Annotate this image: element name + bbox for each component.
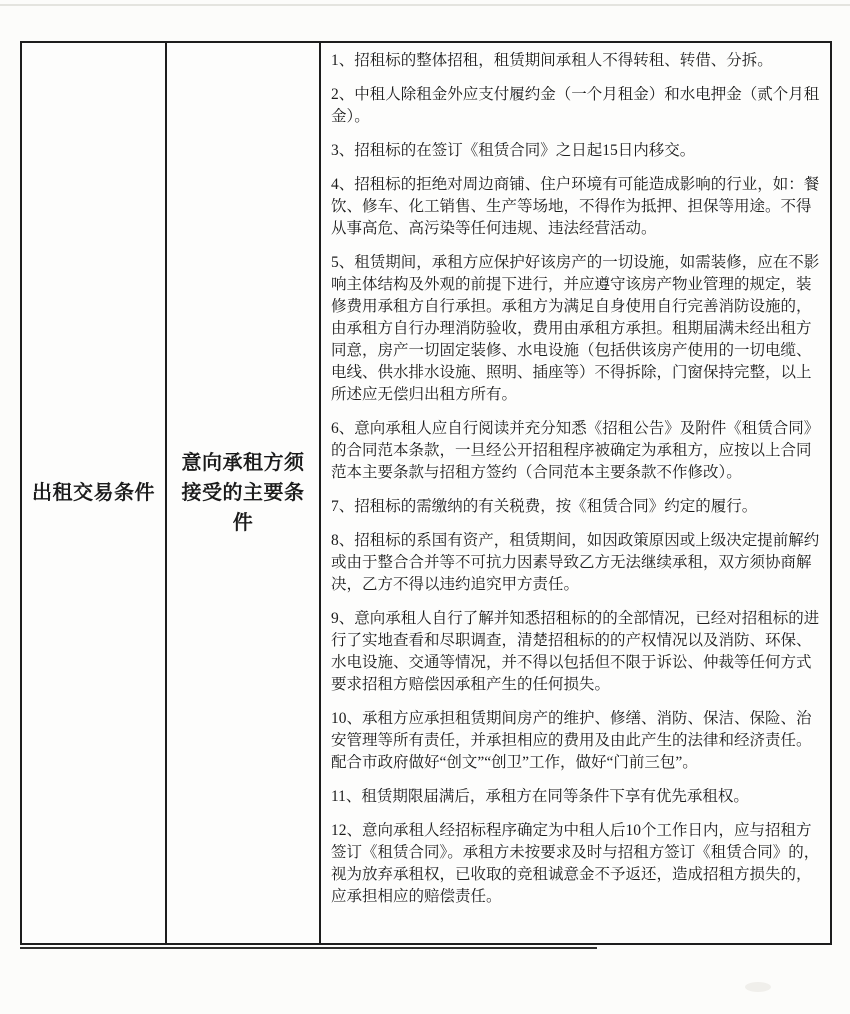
condition-item-2: 2、中租人除租金外应支付履约金（一个月租金）和水电押金（贰个月租金）。: [331, 86, 820, 125]
condition-item-9: 9、意向承租人自行了解并知悉招租标的的全部情况，已经对招租标的进行了实地查看和尽职调查，清楚招租标的的产权情况以及消防、环保、水电设施、交通等情况，并不得以包括但不限于诉讼、仲裁等任何方式要求招租方赔偿因承租产生的任何损失。: [331, 610, 820, 693]
condition-item-4: 4、招租标的拒绝对周边商铺、住户环境有可能造成影响的行业，如：餐饮、修车、化工销售、生产等场地，不得作为抵押、担保等用途。不得从事高危、高污染等任何违规、违法经营活动。: [331, 176, 820, 237]
lease-conditions-table: [20, 41, 832, 945]
condition-item-5: 5、租赁期间，承租方应保护好该房产的一切设施，如需装修，应在不影响主体结构及外观的前提下进行，并应遵守该房产物业管理的规定，装修费用承租方自行承担。承租方为满足自身使用自行完善消防设施的，由承租方自行办理消防验收，费用由承租方承担。租期届满未经出租方同意，房产一切固定装修、水电设施（包括供该房产使用的一切电缆、电线、供水排水设施、照明、插座等）不得拆除，门窗保持完整，以上所述应无偿归出租方所有。: [331, 254, 820, 403]
condition-item-10: 10、承租方应承担租赁期间房产的维护、修缮、消防、保洁、保险、治安管理等所有责任，并承担相应的费用及由此产生的法律和经济责任。配合市政府做好“创文”“创卫”工作，做好“门前三包”。: [331, 710, 812, 771]
condition-item-6: 6、意向承租人应自行阅读并充分知悉《招租公告》及附件《租赁合同》的合同范本条款，一旦经公开招租程序被确定为承租方，应按以上合同范本主要条款与招租方签约（合同范本主要条款不作修改）。: [331, 420, 820, 481]
sub-header-label: 意向承租方须接受的主要条件: [181, 452, 305, 534]
sub-header-cell: [167, 43, 321, 943]
scan-artifact-top-line: [0, 4, 850, 6]
scan-artifact-bottom-line: [20, 947, 597, 949]
condition-item-8: 8、招租标的系国有资产，租赁期间，如因政策原因或上级决定提前解约或由于整合合并等不可抗力因素导致乙方无法继续承租，双方须协商解决，乙方不得以违约追究甲方责任。: [331, 532, 820, 593]
condition-item-7: 7、招租标的需缴纳的有关税费，按《租赁合同》约定的履行。: [331, 498, 758, 515]
row-header-label: 出租交易条件: [32, 482, 155, 504]
scan-smudge: [745, 982, 771, 992]
condition-item-12: 12、意向承租人经招标程序确定为中租人后10个工作日内，应与招租方签订《租赁合同》。承租方未按要求及时与招租方签订《租赁合同》的，视为放弃承租权，已收取的竞租诚意金不予返还，造成招租方损失的，应承担相应的赔偿责任。: [331, 822, 820, 905]
condition-item-3: 3、招租标的在签订《租赁合同》之日起15日内移交。: [331, 142, 696, 159]
conditions-cell: [321, 43, 830, 943]
row-header-cell: [22, 43, 167, 943]
condition-item-11: 11、租赁期限届满后，承租方在同等条件下享有优先承租权。: [331, 788, 749, 805]
condition-item-1: 1、招租标的整体招租，租赁期间承租人不得转租、转借、分拆。: [331, 52, 773, 69]
